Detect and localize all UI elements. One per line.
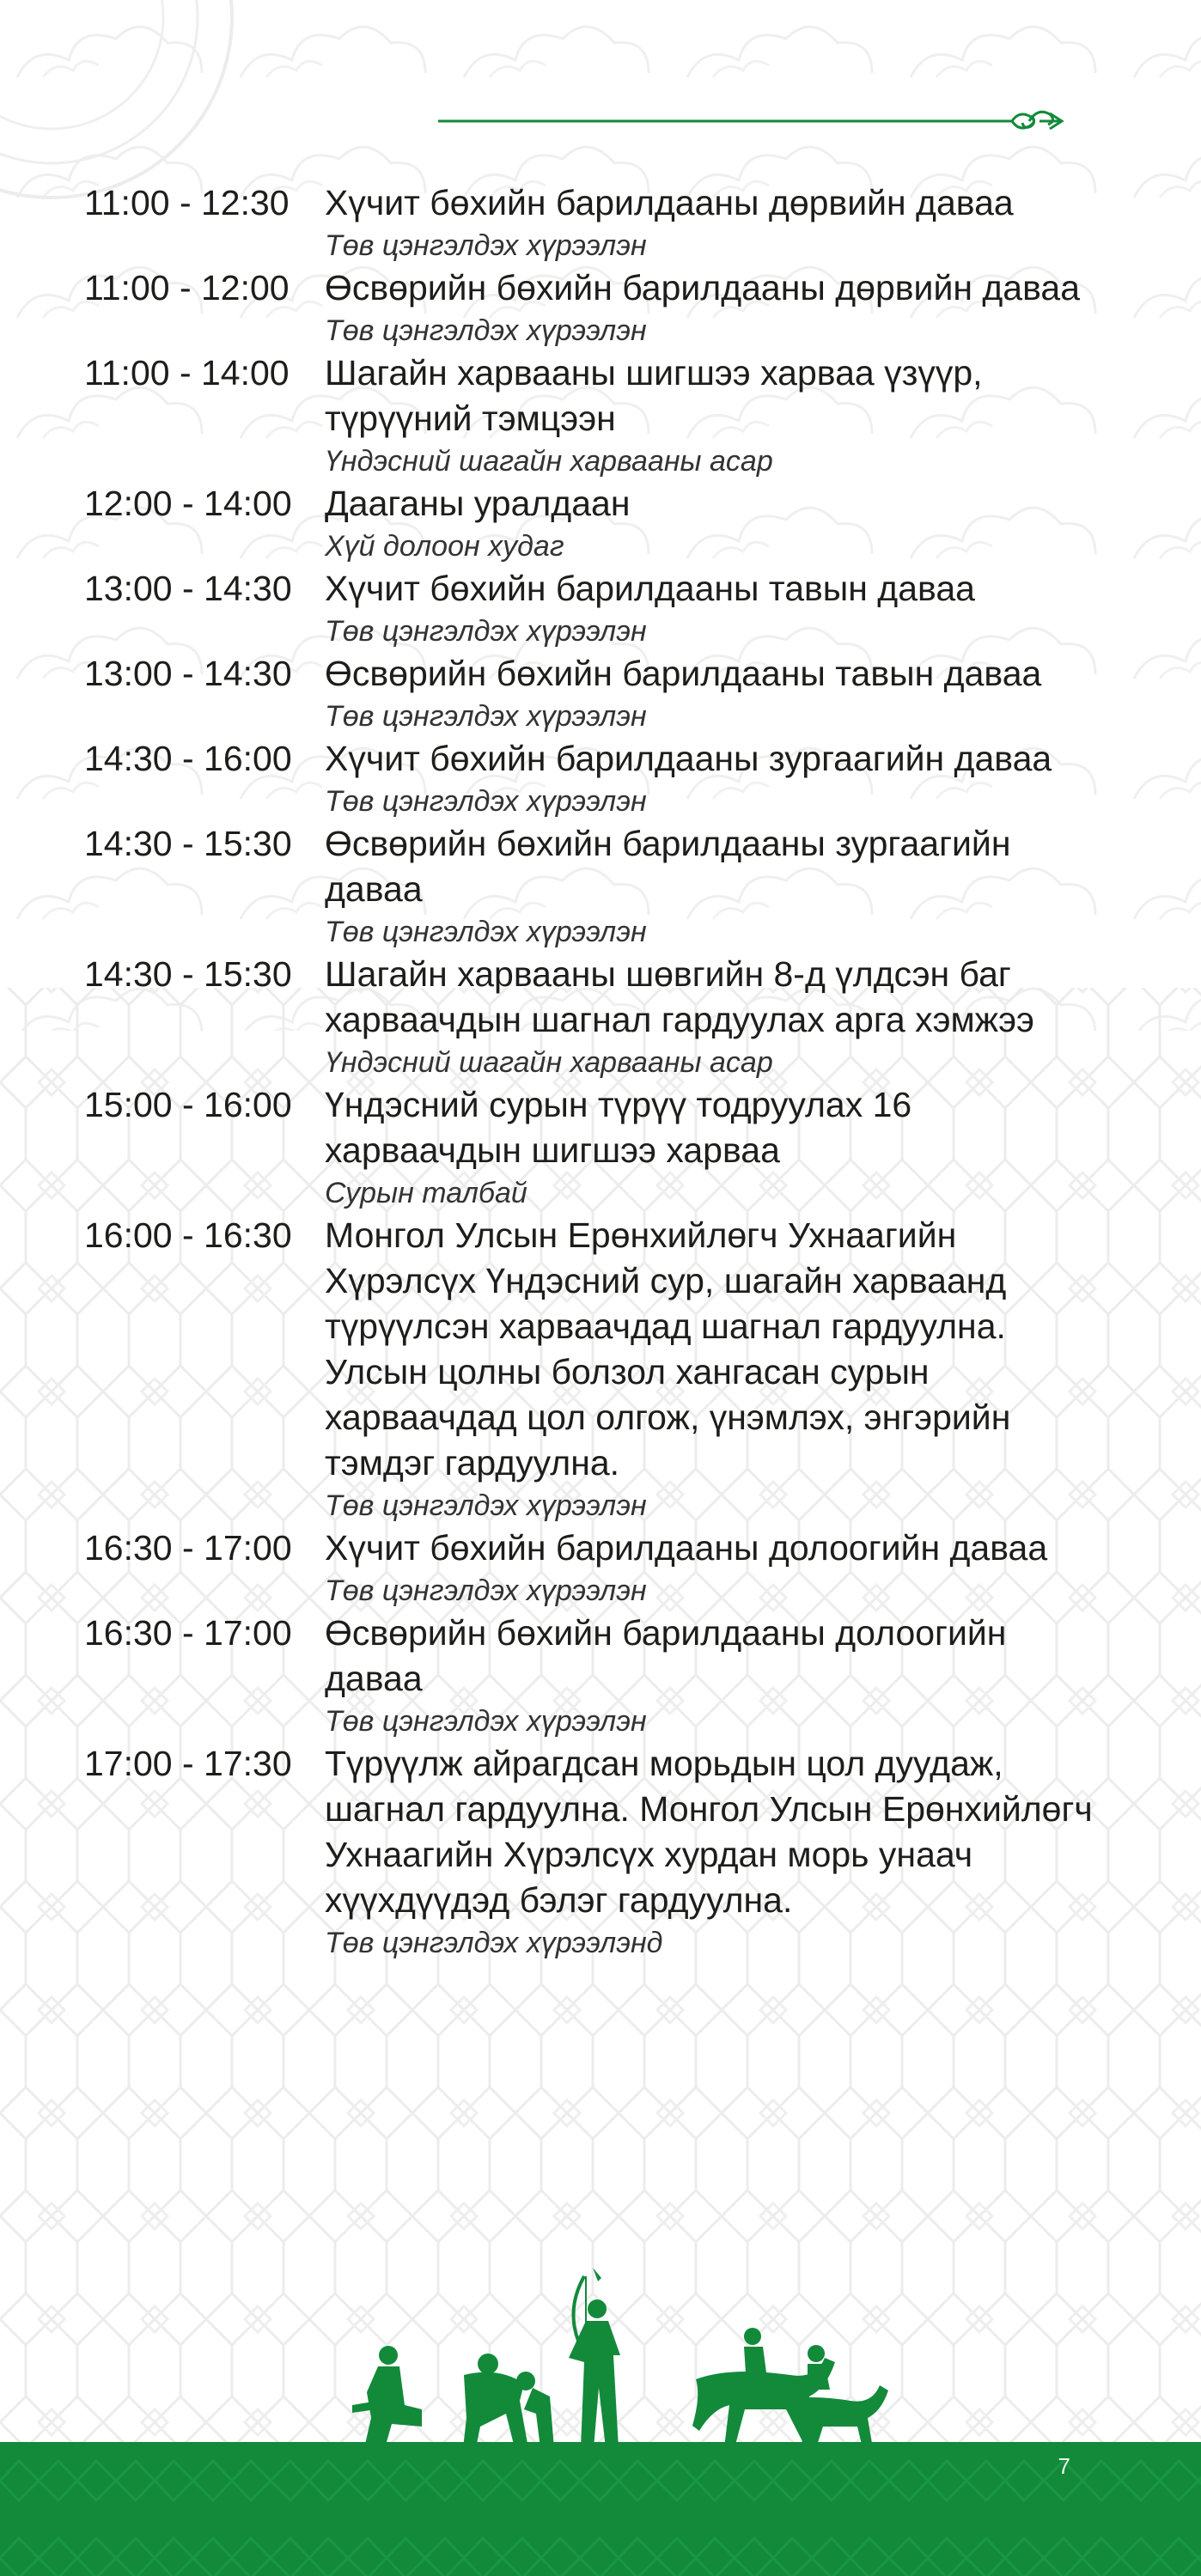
entry-venue: Төв цэнгэлдэх хүрээлэн [325, 700, 647, 733]
entry-title: Өсвөрийн бөхийн барилдааны дөрвийн даваа [325, 268, 1081, 308]
entry-title: Үндэсний сурын түрүү тодруулах 16 харваачдын шигшээ харваа [325, 1085, 912, 1170]
entry-title: Хүчит бөхийн барилдааны зургаагийн даваа [325, 739, 1052, 778]
entry-title: Түрүүлж айрагдсан морьдын цол дуудаж, шагнал гардуулна. Монгол Улсын Ерөнхийлөгч Ухнаагийн Хүрэлсүх хурдан морь унаач хүүхдүүдэд бэлэг гардуулна. [325, 1744, 1093, 1920]
entry-time: 16:30 - 17:00 [84, 1528, 292, 1568]
entry-time: 17:00 - 17:30 [84, 1744, 292, 1783]
entry-time: 14:30 - 16:00 [84, 739, 292, 778]
entry-venue: Төв цэнгэлдэх хүрээлэн [325, 1574, 647, 1607]
schedule-entry [84, 350, 1098, 481]
entry-time: 14:30 - 15:30 [84, 954, 292, 994]
entry-time: 11:00 - 12:00 [84, 268, 290, 308]
entry-time: 11:00 - 12:30 [84, 183, 290, 222]
schedule-entry [84, 566, 1098, 651]
entry-time: 16:30 - 17:00 [84, 1613, 292, 1653]
entry-title: Өсвөрийн бөхийн барилдааны долоогийн даваа [325, 1613, 1007, 1698]
schedule-entry [84, 1213, 1098, 1526]
sports-silhouettes-icon [335, 2268, 902, 2448]
entry-title: Шагайн харвааны шөвгийн 8-д үлдсэн баг харваачдын шагнал гардуулах арга хэмжээ [325, 954, 1034, 1039]
entry-time: 15:00 - 16:00 [84, 1085, 292, 1124]
entry-time: 13:00 - 14:30 [84, 654, 292, 693]
page-number: 7 [1058, 2453, 1070, 2479]
entry-venue: Үндэсний шагайн харвааны асар [325, 445, 773, 478]
entry-title: Хүчит бөхийн барилдааны дөрвийн даваа [325, 183, 1014, 222]
entry-title: Өсвөрийн бөхийн барилдааны тавын даваа [325, 654, 1042, 693]
entry-title: Дааганы уралдаан [325, 484, 631, 523]
schedule-entry [84, 1082, 1098, 1213]
entry-venue: Сурын талбай [325, 1177, 527, 1209]
footer-pattern [0, 2442, 1201, 2576]
schedule-list [84, 180, 1098, 1963]
schedule-entry [84, 1526, 1098, 1611]
entry-time: 11:00 - 14:00 [84, 353, 290, 393]
cloud-scroll-ornament-icon [438, 103, 1074, 137]
entry-time: 14:30 - 15:30 [84, 824, 292, 863]
schedule-entry [84, 651, 1098, 736]
schedule-entry [84, 952, 1098, 1082]
schedule-entry [84, 265, 1098, 350]
entry-time: 13:00 - 14:30 [84, 569, 292, 608]
entry-title: Монгол Улсын Ерөнхийлөгч Ухнаагийн Хүрэлсүх Үндэсний сур, шагайн харваанд түрүүлсэн харваачдад шагнал гардуулна. Улсын цолны болзол хангасан сурын харваачдад цол олгож, үнэмлэх, энгэрийн тэмдэг гардуулна. [325, 1215, 1011, 1483]
entry-title: Хүчит бөхийн барилдааны тавын даваа [325, 569, 975, 608]
entry-title: Өсвөрийн бөхийн барилдааны зургаагийн даваа [325, 824, 1011, 909]
schedule-entry [84, 821, 1098, 952]
schedule-entry [84, 1741, 1098, 1963]
schedule-entry [84, 180, 1098, 265]
entry-title: Хүчит бөхийн барилдааны долоогийн даваа [325, 1528, 1048, 1568]
entry-venue: Үндэсний шагайн харвааны асар [325, 1046, 773, 1079]
entry-venue: Төв цэнгэлдэх хүрээлэн [325, 916, 647, 948]
entry-venue: Төв цэнгэлдэх хүрээлэн [325, 785, 647, 818]
entry-venue: Төв цэнгэлдэх хүрээлэн [325, 314, 647, 347]
entry-venue: Төв цэнгэлдэх хүрээлэн [325, 229, 647, 262]
entry-venue: Төв цэнгэлдэх хүрээлэн [325, 1705, 647, 1738]
entry-venue: Төв цэнгэлдэх хүрээлэнд [325, 1927, 663, 1959]
schedule-entry [84, 1611, 1098, 1741]
entry-venue: Төв цэнгэлдэх хүрээлэн [325, 1489, 647, 1522]
footer-band [0, 2442, 1201, 2576]
entry-time: 12:00 - 14:00 [84, 484, 292, 523]
entry-title: Шагайн харвааны шигшээ харваа үзүүр, түрүүний тэмцээн [325, 353, 983, 438]
schedule-entry [84, 481, 1098, 566]
schedule-entry [84, 736, 1098, 821]
entry-time: 16:00 - 16:30 [84, 1215, 292, 1255]
entry-venue: Төв цэнгэлдэх хүрээлэн [325, 615, 647, 648]
entry-venue: Хүй долоон худаг [325, 530, 564, 563]
